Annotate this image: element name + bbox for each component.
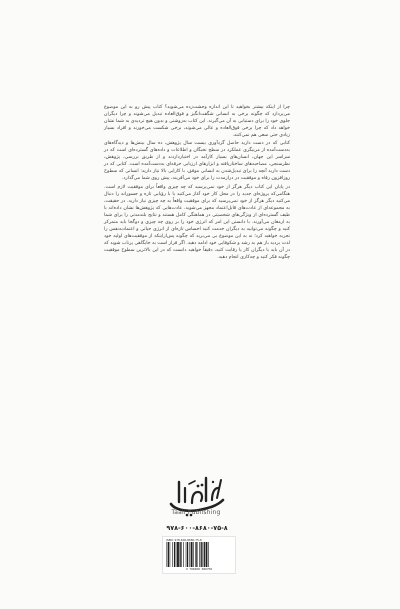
barcode-digits: 9 786008 680758 (185, 567, 213, 571)
blurb-paragraph-3: در پایان این کتاب دیگر هرگز از خود نمی‌پرسید که چه چیزی واقعاً برای موفقیت لازم است. هنگامی‌که پروژه‌ای جدید را در محل کار خود آغاز می‌کنید یا با رؤیایی تازه و جسورانه را دنبال می‌کنید دیگر هرگز از خود نمی‌پرسید که برای موفقیت واقعاً به چه چیزی نیاز دارید. در حقیقت، به مجموعه‌ای از عادت‌های قابل‌اعتماد مجهز می‌شوید. عادت‌هایی که پژوهش‌ها نشان داده‌اند با طیف گسترده‌ای از ویژگی‌های شخصیتی در هماهنگی کامل هستند و نتایج بلندمدتی را برای شما به ارمغان می‌آورند. با دانستن این امر که انرژی خود را بر روی چه چیزی و دو‌گجا باید متمرکز کنید و چگونه می‌توانید به دیگران خدمت کنید احساس تازه‌ای از انرژی حیاتی و اعتمادبه‌نفس را تجربه خواهید کرد؛ نه به این موضوع بی می‌برید که چگونه پس‌ازاینکه از موفقیت‌های اولیه خود لذت بردید باز هم به رشد و شکوفایی خود ادامه دهید. اگر قرار است به جایگاهی پرتاب شوید که در آن باید با دیگران کار یا رقابت کنید، دقیقاً خواهید دانست که در این بالاترین سطوح موفقیت چگونه فکر کنید و چه‌کاری انجام دهید. (104, 184, 290, 260)
barcode-isbn-label: ISBN: 978-600-8680-75-8 (166, 538, 202, 542)
publisher-name: Taali Publishing (171, 509, 221, 516)
blurb-paragraph-2: کتابی که در دست دارید حاصل گردآوری بیست سال پژوهش، ده سال بینش‌ها و دیدگاه‌های به‌دست‌آمده از مربیگری عملکرد در سطح نخبگان و اطلاعات و داده‌های گسترده‌ای است که در سراسر این جهان، انسان‌های بسیار کارآمد در اختیارداردند و از طریق بررسی، پژوهش، نظرسنجی، مصاحبه‌های ساختاریافته و ابزارهای ارزیابی حرفه‌ای به‌دست‌آمده است. کتابی که در دست دارید آنچه را برای تبدیل‌شدن به انسانی موفق، با کارایی بالا نیاز دارید: انسانی که سطوح روزافزون رفاه و موفقیت در درازمدت را برای خود می‌آفریند، پیش روی شما می‌گذارد. (104, 141, 290, 182)
back-cover-blurb (104, 104, 290, 262)
barcode (162, 536, 236, 574)
isbn-persian: ۹۷۸-۶۰۰-۸۶۸۰-۷۵-۸ (166, 524, 228, 532)
barcode-icon (166, 542, 232, 567)
blurb-paragraph-1: چرا از اینکه بیشتر بخواهید تا این اندازه وحشت‌زده می‌شوید؟ کتاب پیش رو به این موضوع می‌پردازد که چگونه برخی به انسانی شگفت‌انگیز و فوق‌العاده تبدیل می‌شوند و چرا دیگران جلوی خود را برای دستیابی به آن می‌گیرند. این کتاب به‌روشنی و بدون هیچ تردیدی به شما نشان خواهد داد که چرا برخی فوق‌العاده و عالی می‌شوند، برخی شکست می‌خورند و افراد بسیار زیادی حتی سعی هم نمی‌کنند. (104, 105, 290, 139)
